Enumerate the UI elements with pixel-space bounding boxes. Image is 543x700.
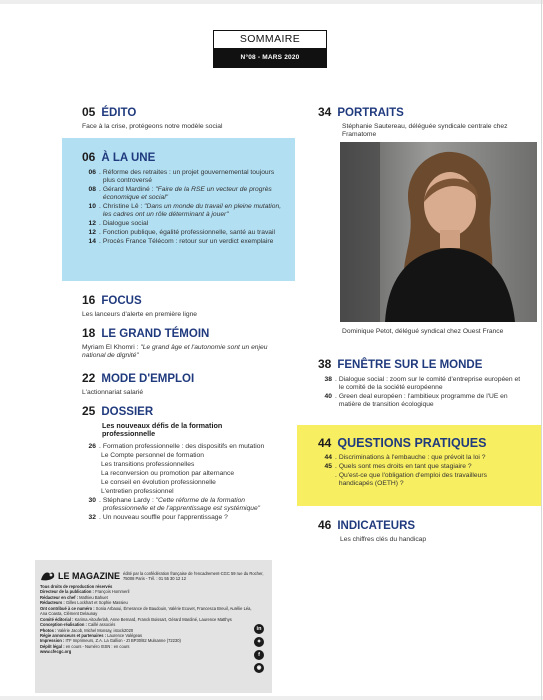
toc-item[interactable]: 38 . Dialogue social : zoom sur le comité d'entreprise européen et le comité de la société européenne <box>318 376 523 392</box>
credit-line: Tous droits de reproduction réservés <box>40 584 113 589</box>
item-page: 10 <box>88 202 96 210</box>
item-page: 30 <box>88 496 96 504</box>
section-page: 05 <box>82 105 96 119</box>
toc-item[interactable]: 44 . Discriminations à l'embauche : que prévoit la loi ? <box>318 454 518 462</box>
toc-item[interactable]: 12 . Dialogue social <box>82 220 282 228</box>
section-portraits[interactable] <box>318 106 518 139</box>
toc-item[interactable]: 30 . Stéphane Lardy : "Cette réforme de la formation professionnelle et de l'apprentissage est systémique" <box>82 497 282 513</box>
section-title: FOCUS <box>101 295 142 307</box>
item-page: 08 <box>88 185 96 193</box>
item-text: Le conseil en évolution professionnelle <box>101 478 216 486</box>
section-title: FENÊTRE SUR LE MONDE <box>337 359 483 371</box>
page-right-edge <box>541 0 542 700</box>
section-page: 34 <box>318 105 332 119</box>
section-page: 25 <box>82 404 96 418</box>
item-text: Discriminations à l'embauche : que prévoit la loi ? <box>338 453 486 461</box>
toc-item[interactable]: 45 . Quels sont mes droits en tant que stagiaire ? <box>318 463 518 471</box>
toc-item[interactable] <box>82 470 282 478</box>
facebook-icon[interactable]: f <box>254 650 264 660</box>
section-page: 06 <box>82 150 96 164</box>
page-top-edge <box>0 0 543 4</box>
item-page: 12 <box>88 219 96 227</box>
colophon-tagline: édité par la confédération française de l'encadrement-CGC 59 rue du Rocher, 75008 Paris - Tél. : 01 55 30 12 12 <box>123 571 264 582</box>
credit-line: Conception-réalisation : Caillé associés <box>40 622 116 628</box>
section-indicateurs[interactable] <box>318 519 528 544</box>
page-bottom-edge <box>0 696 543 700</box>
section-title: MODE D'EMPLOI <box>101 373 195 385</box>
item-page: 14 <box>88 237 96 245</box>
toc-item[interactable]: 26 . Formation professionnelle : des dispositifs en mutation <box>82 443 282 451</box>
section-page: 18 <box>82 326 96 340</box>
item-page: 26 <box>88 442 96 450</box>
twitter-icon[interactable]: ✦ <box>254 637 264 647</box>
item-text: Gérard Mardiné : "Faire de la RSE un vecteur de progrès économique et social" <box>102 185 272 201</box>
toc-item[interactable]: 12 . Fonction publique, égalité professionnelle, santé au travail <box>82 229 282 237</box>
credit-line: Ont contribué à ce numéro : Sonia Arbaoui, Émerance de Baudouin, Valérie Ecuvet, Francesca Breuil, Aurélie Léa, Ana Coasta, Clément Delaunay <box>40 605 252 617</box>
item-page <box>82 461 96 469</box>
portrait-photo <box>340 142 537 322</box>
credit-line: Impression : ITF Imprimeurs, Z.A. La Gallion - ZI BP30/82 Mulsanne (72230) <box>40 638 181 644</box>
photo-caption: Dominique Petot, délégué syndical chez Ouest France <box>342 328 504 335</box>
item-text: Fonction publique, égalité professionnelle, santé au travail <box>102 228 275 236</box>
item-text: L'entretien professionnel <box>101 487 174 495</box>
section-page: 22 <box>82 371 96 385</box>
credit-line: Rédacteur en chef : Mathieu Bahuet <box>40 594 108 600</box>
colophon-credits <box>40 584 254 655</box>
social-links <box>254 624 264 673</box>
section-title: QUESTIONS PRATIQUES <box>337 436 487 450</box>
section-grand-temoin[interactable] <box>82 327 282 360</box>
item-text: La reconversion ou promotion par alternance <box>101 469 235 477</box>
section-page: 46 <box>318 518 332 532</box>
toc-item[interactable] <box>82 479 282 487</box>
credit-line: Rédacteurs : Gilles Lockhart et Sophie Massieu <box>40 600 128 606</box>
section-title: INDICATEURS <box>337 520 416 532</box>
toc-item[interactable] <box>82 488 282 496</box>
section-subtitle: Stéphanie Sautereau, déléguée syndicale centrale chez Framatome <box>342 122 508 138</box>
section-page: 16 <box>82 293 96 307</box>
item-text: Formation professionnelle : des dispositifs en mutation <box>102 442 265 450</box>
toc-item[interactable]: . Qu'est-ce que l'obligation d'emploi des travailleurs handicapés (OETH) ? <box>318 472 518 488</box>
magazine-logo: LE MAGAZINE <box>40 570 120 582</box>
instagram-icon[interactable]: ◉ <box>254 663 264 673</box>
section-title: ÉDITO <box>101 107 137 119</box>
issue-number: N°08 - MARS 2020 <box>213 48 327 68</box>
section-title: DOSSIER <box>101 406 154 418</box>
item-text: Quels sont mes droits en tant que stagiaire ? <box>338 462 472 470</box>
section-subtitle: Les chiffres clés du handicap <box>340 535 427 543</box>
credit-line: Comité éditorial : Karima Aitouferlah, Anne Bernard, Franck Boissart, Gérard Mardiné, Laurence Matthys <box>40 616 232 622</box>
section-subtitle: Les lanceurs d'alerte en première ligne <box>82 310 198 318</box>
toc-item[interactable]: 06 . Réforme des retraites : un projet gouvernemental toujours plus controversé <box>82 169 282 185</box>
toc-item[interactable]: 10 . Christine Lê : "Dans un monde du travail en pleine mutation, les cadres ont un rôle déterminant à jouer" <box>82 203 282 219</box>
item-page: 44 <box>324 453 332 461</box>
item-page <box>82 488 96 496</box>
item-page: 12 <box>88 228 96 236</box>
section-a-la-une[interactable] <box>82 151 282 247</box>
toc-item[interactable]: 40 . Green deal européen : l'ambitieux programme de l'UE en matière de transition écologique <box>318 393 523 409</box>
toc-item[interactable]: 14 . Procès France Télécom : retour sur un verdict exemplaire <box>82 238 282 246</box>
section-edito[interactable] <box>82 106 292 131</box>
toc-item[interactable]: 32 . Un nouveau souffle pour l'apprentissage ? <box>82 514 282 522</box>
colophon-box <box>35 560 272 693</box>
item-page: 40 <box>324 392 332 400</box>
toc-item[interactable] <box>82 461 282 469</box>
item-text: Les transitions professionnelles <box>101 460 195 468</box>
section-focus[interactable] <box>82 294 292 319</box>
section-page: 44 <box>318 436 332 450</box>
credit-line: Photos : Valérie Jacob, Michel Monsay, istock2020 <box>40 627 134 633</box>
item-text: Dialogue social : zoom sur le comité d'entreprise européen et le comité de la société européenne <box>338 375 521 391</box>
section-subtitle: Face à la crise, protégeons notre modèle social <box>82 122 223 130</box>
section-subtitle: L'actionnariat salarié <box>82 388 144 396</box>
item-page <box>82 452 96 460</box>
dossier-lead: Les nouveaux défis de la formation professionnelle <box>102 420 223 439</box>
section-subtitle: Myriam El Khomri : "Le grand âge et l'autonomie sont un enjeu national de dignité" <box>82 343 268 359</box>
item-page: 32 <box>88 514 96 522</box>
item-page: 38 <box>324 375 332 383</box>
item-text: Procès France Télécom : retour sur un verdict exemplaire <box>102 237 274 245</box>
credit-line: Directeur de la publication : François Hommeril <box>40 589 130 595</box>
sommaire-label: SOMMAIRE <box>213 30 327 48</box>
toc-item[interactable] <box>82 452 282 460</box>
item-text: Un nouveau souffle pour l'apprentissage ? <box>102 514 228 522</box>
toc-item[interactable]: 08 . Gérard Mardiné : "Faire de la RSE un vecteur de progrès économique et social" <box>82 186 282 202</box>
linkedin-icon[interactable]: in <box>254 624 264 634</box>
section-dossier[interactable] <box>82 405 282 523</box>
item-page <box>318 472 332 488</box>
section-title: PORTRAITS <box>337 107 404 119</box>
website-link[interactable]: www.cfecgc.org <box>40 649 72 655</box>
cfe-cgc-logo-icon <box>40 570 56 582</box>
item-text: Dialogue social <box>102 219 149 227</box>
item-page <box>82 479 96 487</box>
section-title: LE GRAND TÉMOIN <box>101 328 210 340</box>
item-page <box>82 470 96 478</box>
section-page: 38 <box>318 357 332 371</box>
section-fenetre-monde[interactable] <box>318 358 523 410</box>
item-text: Réforme des retraites : un projet gouvernemental toujours plus controversé <box>102 168 275 184</box>
item-page: 45 <box>324 462 332 470</box>
item-text: Qu'est-ce que l'obligation d'emploi des travailleurs handicapés (OETH) ? <box>338 471 487 487</box>
section-questions-pratiques[interactable] <box>318 437 518 489</box>
sommaire-header <box>213 30 327 68</box>
item-text: Le Compte personnel de formation <box>101 451 204 459</box>
section-title: À LA UNE <box>101 152 156 164</box>
credit-line: Dépôt légal : en cours - Numéro ISSN : en cours <box>40 643 130 649</box>
credit-line: Régie annonceurs et partenaires : Laurence Valégeas <box>40 632 143 638</box>
item-text: Green deal européen : l'ambitieux programme de l'UE en matière de transition écologique <box>338 392 508 408</box>
item-text: Christine Lê : "Dans un monde du travail en pleine mutation, les cadres ont un rôle déterminant à jouer" <box>102 202 282 218</box>
item-page: 06 <box>88 168 96 176</box>
item-text: Stéphane Lardy : "Cette réforme de la formation professionnelle et de l'apprentissage est systémique" <box>102 496 261 512</box>
section-mode-emploi[interactable] <box>82 372 292 397</box>
